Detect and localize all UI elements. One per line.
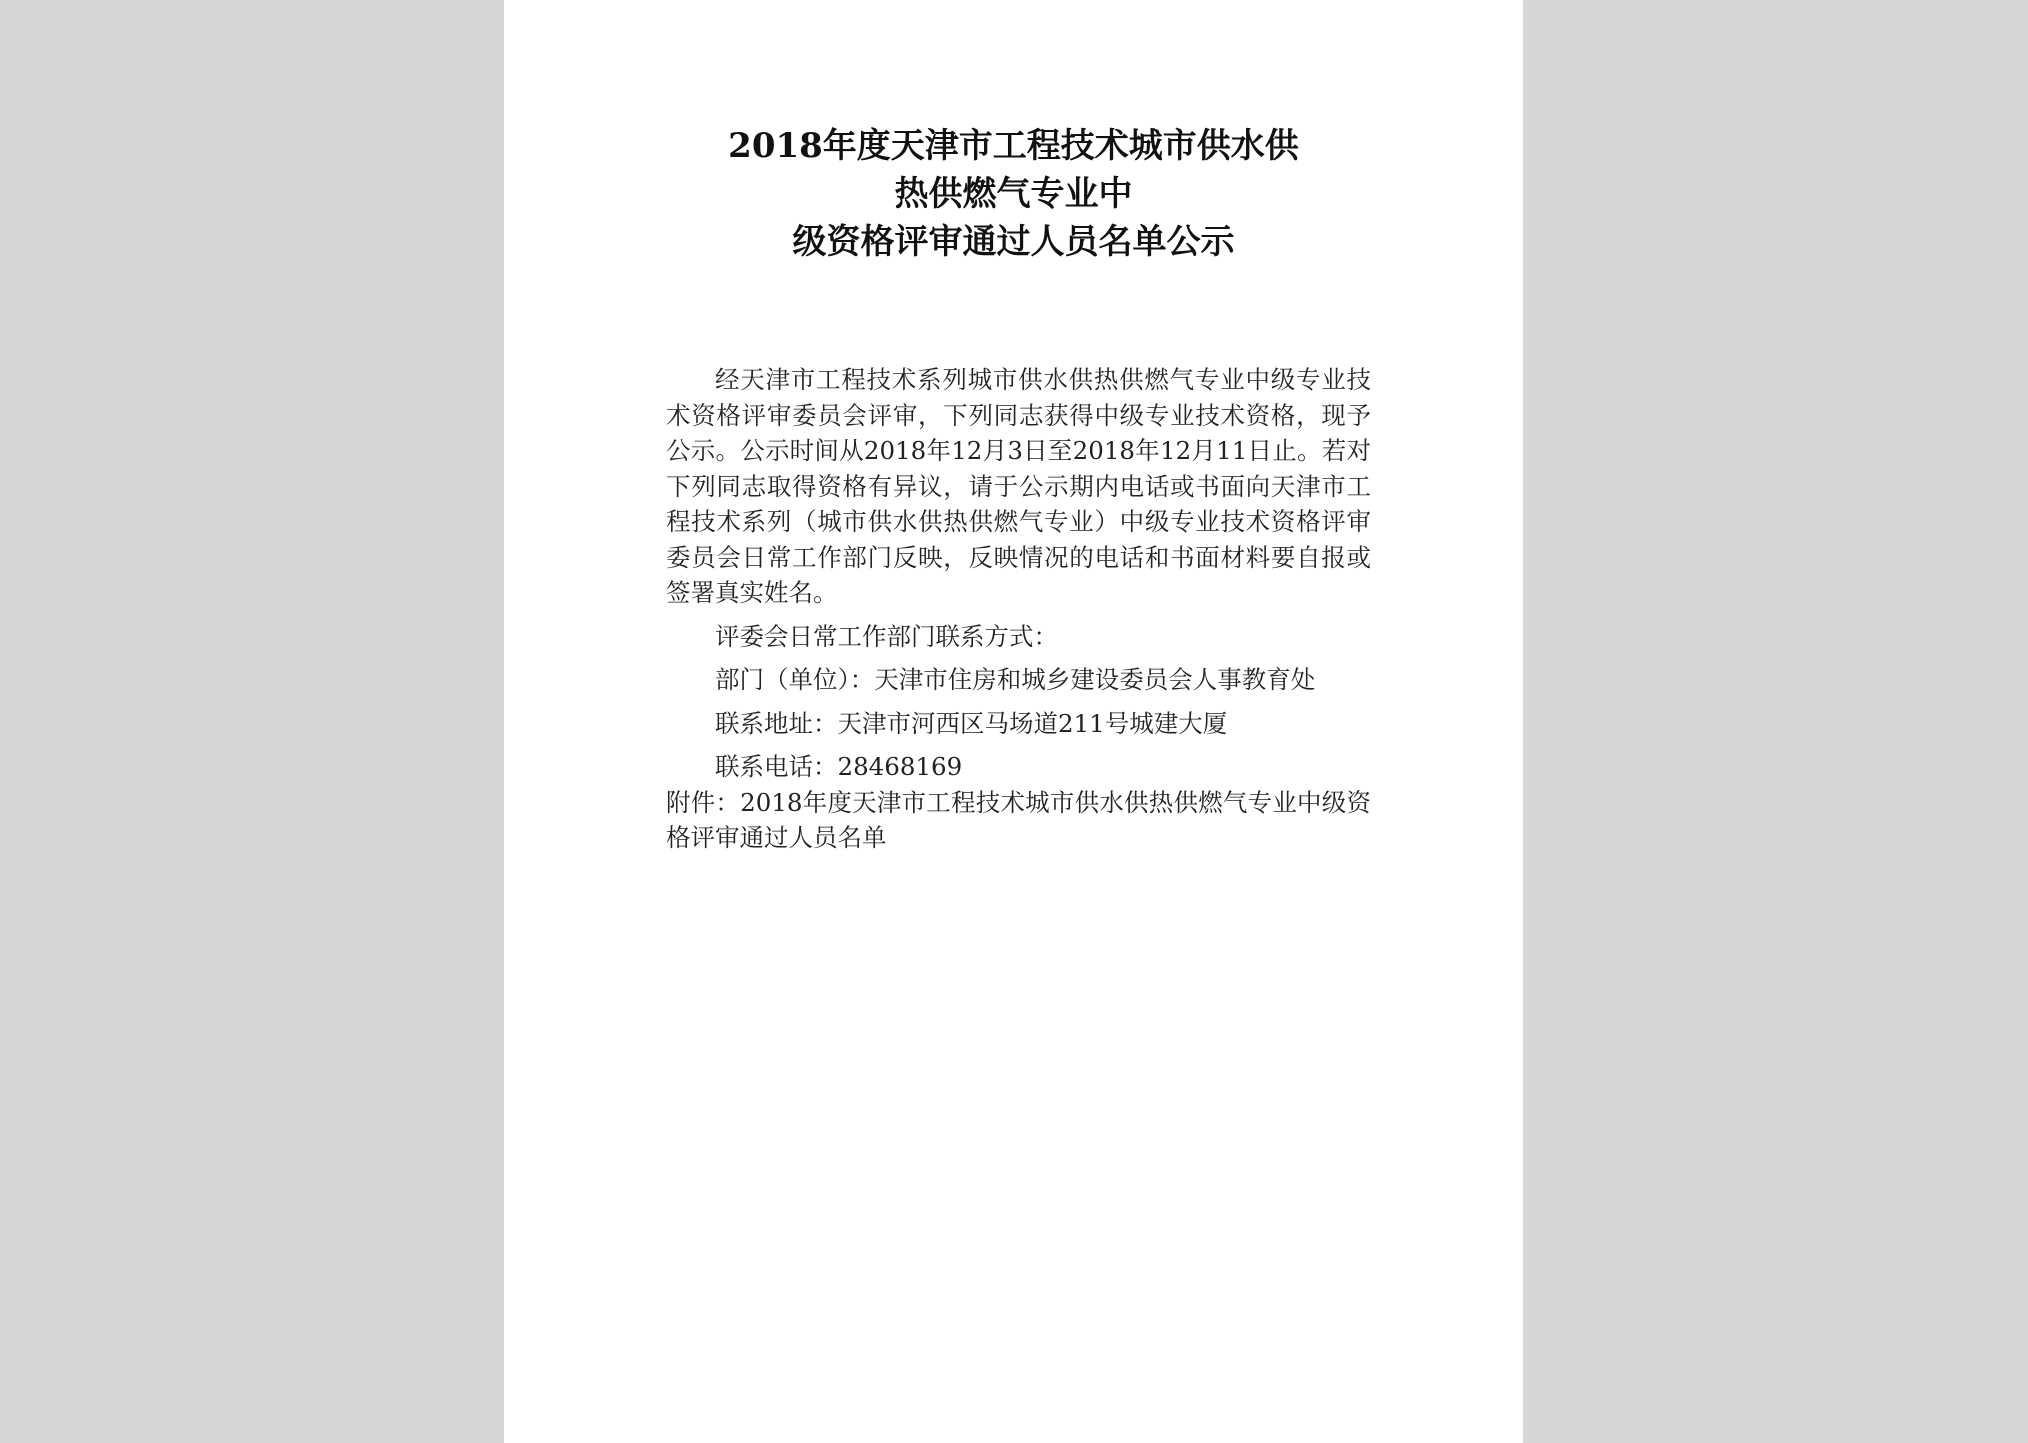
title-line-2: 热供燃气专业中 [894,174,1133,214]
document-title [504,122,1523,266]
title-line-3: 级资格评审通过人员名单公示 [792,222,1235,262]
main-paragraph: 经天津市工程技术系列城市供水供热供燃气专业中级专业技术资格评审委员会评审，下列同志获得中级专业技术资格，现予公示。公示时间从2018年12月3日至2018年12月11日止。若对下列同志取得资格有异议，请于公示期内电话或书面向天津市工程技术系列（城市供水供热供燃气专业）中级专业技术资格评审委员会日常工作部门反映，反映情况的电话和书面材料要自报或签署真实姓名。 [666,365,1371,607]
address-line: 联系地址：天津市河西区马场道211号城建大厦 [715,708,1228,738]
title-line-1: 2018年度天津市工程技术城市供水供 [728,126,1299,166]
phone-line: 联系电话：28468169 [715,752,963,781]
department-line: 部门（单位）：天津市住房和城乡建设委员会人事教育处 [715,665,1316,694]
document-body [666,362,1371,856]
contact-heading: 评委会日常工作部门联系方式： [715,621,1058,651]
attachment-line: 附件：2018年度天津市工程技术城市供水供热供燃气专业中级资格评审通过人员名单 [666,787,1371,852]
document-page [504,0,1523,1443]
